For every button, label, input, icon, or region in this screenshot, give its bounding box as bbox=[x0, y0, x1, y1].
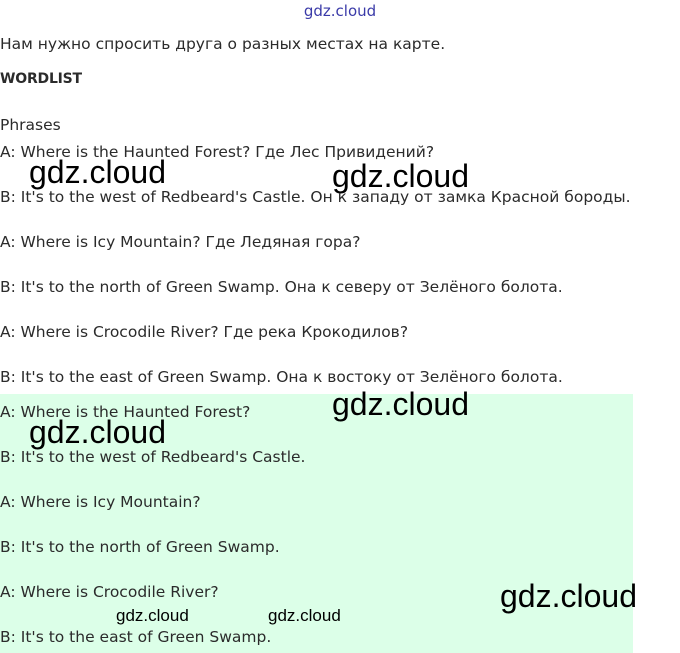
answer-line: A: Where is Icy Mountain? bbox=[0, 493, 201, 511]
watermark: gdz.cloud bbox=[500, 578, 637, 614]
wordlist-heading: WORDLIST bbox=[0, 71, 82, 87]
translated-line: A: Where is Icy Mountain? Где Ледяная гора? bbox=[0, 233, 361, 251]
watermark: gdz.cloud bbox=[29, 414, 166, 450]
translated-line: A: Where is Crocodile River? Где река Крокодилов? bbox=[0, 323, 409, 341]
answer-line: B: It's to the west of Redbeard's Castle. bbox=[0, 448, 306, 466]
phrases-label: Phrases bbox=[0, 116, 61, 134]
watermark: gdz.cloud bbox=[332, 158, 469, 194]
translated-line: B: It's to the east of Green Swamp. Она к востоку от Зелёного болота. bbox=[0, 368, 563, 386]
answer-line: A: Where is Crocodile River? bbox=[0, 583, 219, 601]
watermark-top: gdz.cloud bbox=[303, 2, 377, 20]
answer-line: A: Where is the Haunted Forest? bbox=[0, 403, 251, 421]
watermark: gdz.cloud bbox=[29, 154, 166, 190]
translated-line: B: It's to the north of Green Swamp. Она к северу от Зелёного болота. bbox=[0, 278, 563, 296]
answer-line: B: It's to the east of Green Swamp. bbox=[0, 628, 272, 646]
translated-line: A: Where is the Haunted Forest? Где Лес Привидений? bbox=[0, 143, 435, 161]
watermark: gdz.cloud bbox=[268, 606, 341, 625]
translated-line: B: It's to the west of Redbeard's Castle. Он к западу от замка Красной бороды. bbox=[0, 188, 631, 206]
watermark: gdz.cloud bbox=[116, 606, 189, 625]
answer-line: B: It's to the north of Green Swamp. bbox=[0, 538, 280, 556]
intro-text: Нам нужно спросить друга о разных местах на карте. bbox=[0, 35, 446, 53]
watermark: gdz.cloud bbox=[332, 386, 469, 422]
